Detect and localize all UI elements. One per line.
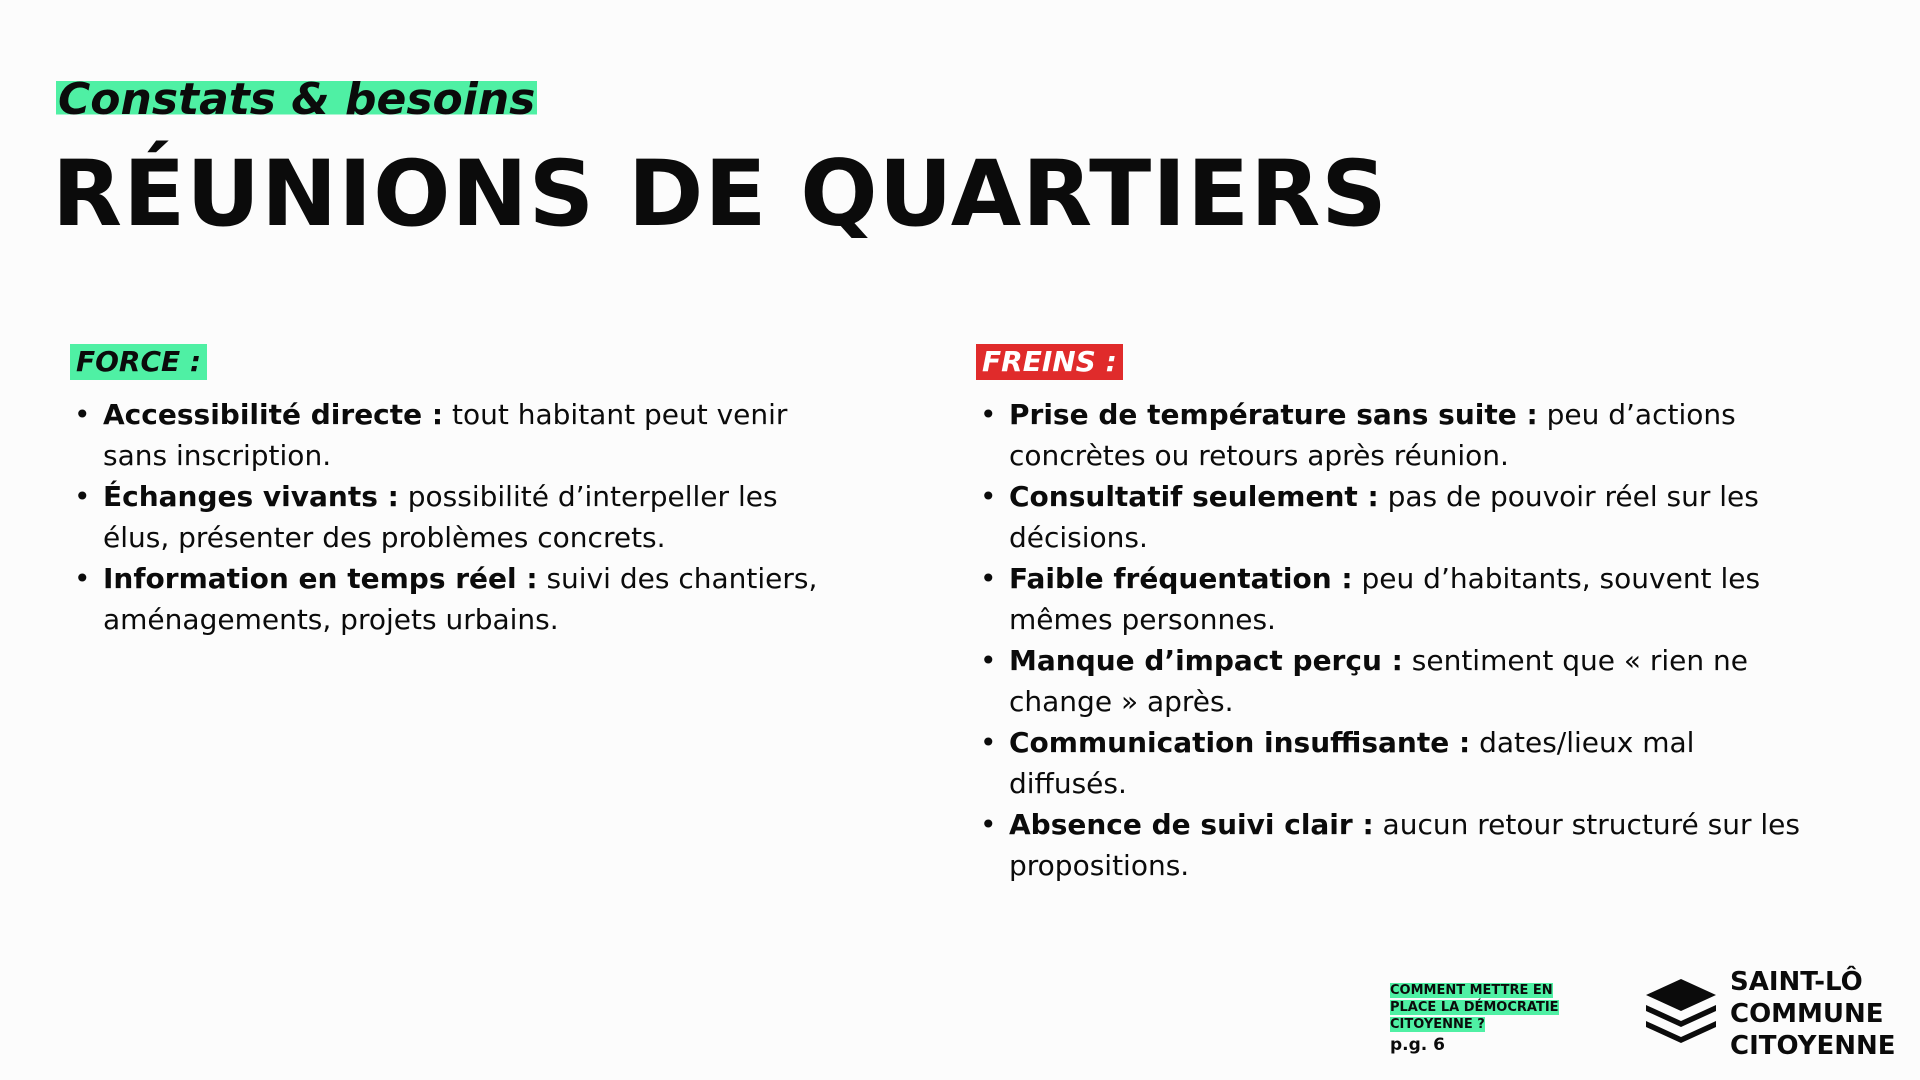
- bullet-icon: •: [980, 562, 997, 595]
- stacked-layers-icon: [1644, 977, 1718, 1051]
- item-term: Échanges vivants :: [103, 480, 399, 513]
- list-item: [70, 558, 850, 640]
- item-text: dates/lieux mal diffusés.: [1009, 726, 1695, 800]
- bullet-icon: •: [980, 808, 997, 841]
- bullet-icon: •: [74, 562, 91, 595]
- item-term: Accessibilité directe :: [103, 398, 444, 431]
- brand-line: COMMUNE: [1730, 999, 1884, 1029]
- item-text: tout habitant peut venir sans inscription.: [103, 398, 788, 472]
- list-item: [70, 394, 850, 476]
- item-term: Consultatif seulement :: [1009, 480, 1379, 513]
- item-text: peu d’actions concrètes ou retours après réunion.: [1009, 398, 1736, 472]
- list-item: [976, 394, 1806, 476]
- page-title: RÉUNIONS DE QUARTIERS: [52, 142, 1388, 247]
- item-term: Prise de température sans suite :: [1009, 398, 1538, 431]
- subtitle: Constats & besoins: [56, 70, 537, 130]
- list-item: [70, 476, 850, 558]
- item-term: Manque d’impact perçu :: [1009, 644, 1403, 677]
- bullet-icon: •: [980, 480, 997, 513]
- brand: [1644, 966, 1896, 1062]
- list-item: [976, 558, 1806, 640]
- bullet-icon: •: [980, 398, 997, 431]
- item-text: possibilité d’interpeller les élus, présenter des problèmes concrets.: [103, 480, 778, 554]
- freins-column: [976, 344, 1806, 886]
- freins-list: [976, 394, 1806, 886]
- footer-question: COMMENT METTRE EN PLACE LA DÉMOCRATIE CITOYENNE ?: [1390, 983, 1559, 1032]
- item-term: Communication insuffisante :: [1009, 726, 1471, 759]
- item-term: Information en temps réel :: [103, 562, 538, 595]
- item-term: Absence de suivi clair :: [1009, 808, 1374, 841]
- list-item: [976, 640, 1806, 722]
- item-text: aucun retour structuré sur les propositions.: [1009, 808, 1800, 882]
- bullet-icon: •: [980, 726, 997, 759]
- brand-line: SAINT-LÔ: [1730, 967, 1863, 997]
- bullet-icon: •: [74, 480, 91, 513]
- footer-note: [1390, 982, 1590, 1055]
- brand-line: CITOYENNE: [1730, 1031, 1896, 1061]
- item-text: sentiment que « rien ne change » après.: [1009, 644, 1749, 718]
- item-term: Faible fréquentation :: [1009, 562, 1353, 595]
- item-text: pas de pouvoir réel sur les décisions.: [1009, 480, 1759, 554]
- bullet-icon: •: [74, 398, 91, 431]
- bullet-icon: •: [980, 644, 997, 677]
- list-item: [976, 722, 1806, 804]
- force-column: [70, 344, 850, 640]
- brand-name: [1730, 966, 1896, 1062]
- list-item: [976, 804, 1806, 886]
- item-text: peu d’habitants, souvent les mêmes personnes.: [1009, 562, 1761, 636]
- list-item: [976, 476, 1806, 558]
- item-text: suivi des chantiers, aménagements, projets urbains.: [103, 562, 818, 636]
- freins-label: FREINS :: [976, 344, 1123, 380]
- force-label: FORCE :: [70, 344, 207, 380]
- force-list: [70, 394, 850, 640]
- page-number: p.g. 6: [1390, 1035, 1446, 1055]
